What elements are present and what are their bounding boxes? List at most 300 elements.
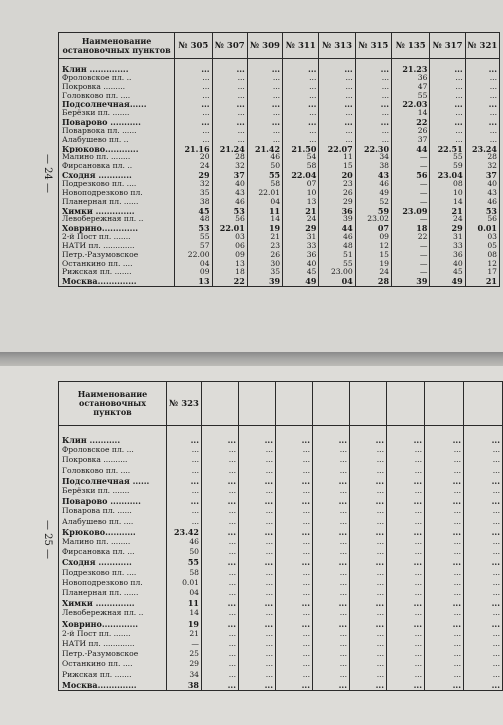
time-cell: ... — [175, 136, 212, 145]
time-cell: 46 — [319, 233, 355, 242]
time-cell: 22.00 — [175, 251, 212, 260]
time-cell: ... — [202, 496, 239, 506]
time-cell: 21 — [430, 207, 465, 216]
time-cell: ... — [313, 455, 350, 465]
time-cell: 19 — [247, 224, 282, 233]
time-cell: 23 — [319, 180, 355, 189]
table-row — [59, 517, 503, 527]
station-column-header: Наименование остановочных пунктов — [59, 382, 167, 426]
time-cell: ... — [313, 670, 350, 680]
time-cell: ... — [239, 486, 276, 496]
time-cell: ... — [425, 486, 464, 496]
time-cell: 13 — [212, 260, 247, 269]
time-cell: ... — [202, 517, 239, 527]
time-cell: ... — [276, 455, 313, 465]
time-cell: ... — [212, 100, 247, 109]
time-cell: ... — [465, 100, 499, 109]
time-cell: 46 — [167, 537, 202, 547]
table-row — [59, 136, 500, 145]
time-cell: 38 — [355, 162, 391, 171]
station-name: Поварово ........... — [59, 496, 167, 506]
time-cell: ... — [276, 670, 313, 680]
time-cell: ... — [464, 496, 503, 506]
table-row — [59, 198, 500, 207]
time-cell: ... — [247, 118, 282, 127]
time-cell: ... — [167, 435, 202, 445]
time-cell: 25 — [167, 649, 202, 659]
table-row — [59, 224, 500, 233]
time-cell: ... — [387, 608, 425, 618]
time-cell: ... — [387, 537, 425, 547]
time-cell: 14 — [392, 109, 430, 118]
time-cell: ... — [350, 496, 387, 506]
time-cell: ... — [387, 496, 425, 506]
time-cell: ... — [239, 445, 276, 455]
time-cell: ... — [430, 83, 465, 92]
station-name: Ховрино............. — [59, 619, 167, 629]
time-cell: ... — [387, 629, 425, 639]
time-cell: 36 — [392, 74, 430, 83]
table-row — [59, 92, 500, 101]
time-cell: ... — [276, 466, 313, 476]
time-cell: ... — [283, 74, 319, 83]
time-cell: 23.02 — [355, 215, 391, 224]
time-cell: ... — [425, 659, 464, 669]
time-cell: 46 — [212, 198, 247, 207]
time-cell: ... — [313, 598, 350, 608]
time-cell: ... — [464, 537, 503, 547]
time-cell: ... — [283, 127, 319, 136]
time-cell: 54 — [283, 153, 319, 162]
station-name: Головково пл. .... — [59, 92, 175, 101]
table-row — [59, 466, 503, 476]
table-row — [59, 242, 500, 251]
table-row — [59, 506, 503, 516]
time-cell: 26 — [247, 251, 282, 260]
time-cell: ... — [464, 486, 503, 496]
time-cell: ... — [313, 588, 350, 598]
time-cell: 35 — [247, 268, 282, 277]
time-cell: ... — [313, 578, 350, 588]
train-number-header — [387, 382, 425, 426]
table-row — [59, 207, 500, 216]
time-cell: ... — [276, 680, 313, 691]
time-cell: 21.23 — [392, 65, 430, 74]
time-cell: ... — [202, 476, 239, 486]
time-cell: 09 — [355, 233, 391, 242]
time-cell: ... — [313, 496, 350, 506]
station-name: Алабушево пл. .. — [59, 136, 175, 145]
time-cell: ... — [355, 118, 391, 127]
train-number-header — [239, 382, 276, 426]
spacer-cell — [59, 426, 167, 436]
time-cell: ... — [202, 629, 239, 639]
time-cell: ... — [239, 598, 276, 608]
station-name: Клин ........... — [59, 435, 167, 445]
time-cell: 35 — [175, 189, 212, 198]
time-cell: 56 — [392, 171, 430, 180]
time-cell: ... — [350, 466, 387, 476]
time-cell: ... — [387, 506, 425, 516]
time-cell: 53 — [175, 224, 212, 233]
time-cell: ... — [167, 517, 202, 527]
time-cell: ... — [239, 476, 276, 486]
time-cell: ... — [167, 476, 202, 486]
time-cell: 58 — [167, 568, 202, 578]
time-cell: ... — [350, 435, 387, 445]
time-cell: 29 — [175, 171, 212, 180]
time-cell: ... — [202, 608, 239, 618]
spacer-cell — [350, 426, 387, 436]
time-cell: 04 — [319, 277, 355, 286]
time-cell: ... — [202, 568, 239, 578]
time-cell: ... — [247, 92, 282, 101]
timetable-body — [59, 426, 503, 691]
station-name: Подрезково пл. .... — [59, 568, 167, 578]
time-cell: 0.01 — [167, 578, 202, 588]
time-cell: ... — [464, 608, 503, 618]
time-cell: ... — [464, 568, 503, 578]
time-cell: 47 — [392, 83, 430, 92]
table-row — [59, 619, 503, 629]
time-cell: ... — [313, 659, 350, 669]
time-cell: 55 — [319, 260, 355, 269]
station-name: Сходня ............ — [59, 557, 167, 567]
station-name: Рижская пл. ....... — [59, 268, 175, 277]
time-cell: ... — [167, 496, 202, 506]
time-cell: ... — [239, 659, 276, 669]
time-cell: 21 — [247, 233, 282, 242]
time-cell: ... — [464, 629, 503, 639]
time-cell: 30 — [247, 260, 282, 269]
time-cell: ... — [464, 649, 503, 659]
time-cell: 28 — [355, 277, 391, 286]
table-row — [59, 153, 500, 162]
time-cell: ... — [276, 486, 313, 496]
time-cell: 21 — [283, 207, 319, 216]
time-cell: 55 — [247, 171, 282, 180]
station-name: Поварвока пл. ...... — [59, 127, 175, 136]
time-cell: ... — [175, 109, 212, 118]
time-cell: 33 — [430, 242, 465, 251]
table-row — [59, 171, 500, 180]
time-cell: 22.51 — [430, 145, 465, 154]
time-cell: ... — [425, 517, 464, 527]
time-cell: ... — [175, 92, 212, 101]
time-cell: ... — [425, 527, 464, 537]
time-cell: ... — [239, 547, 276, 557]
table-row — [59, 527, 503, 537]
station-name: НАТИ пл. ............. — [59, 242, 175, 251]
time-cell: 53 — [465, 207, 499, 216]
station-name: Химки .............. — [59, 207, 175, 216]
time-cell: ... — [350, 598, 387, 608]
time-cell: ... — [355, 100, 391, 109]
time-cell: ... — [464, 680, 503, 691]
table-row — [59, 547, 503, 557]
time-cell: ... — [239, 649, 276, 659]
time-cell: ... — [355, 74, 391, 83]
time-cell: ... — [387, 455, 425, 465]
time-cell: ... — [319, 100, 355, 109]
time-cell: ... — [425, 455, 464, 465]
time-cell: 34 — [167, 670, 202, 680]
time-cell: 22 — [392, 118, 430, 127]
time-cell: ... — [464, 598, 503, 608]
time-cell: ... — [387, 476, 425, 486]
station-name: Алабушево пл. .... — [59, 517, 167, 527]
time-cell: 40 — [465, 180, 499, 189]
time-cell: ... — [175, 100, 212, 109]
time-cell: — — [392, 189, 430, 198]
table-row — [59, 233, 500, 242]
time-cell: ... — [239, 619, 276, 629]
spacer-cell — [313, 426, 350, 436]
spacer-cell — [464, 426, 503, 436]
time-cell: ... — [387, 486, 425, 496]
time-cell: ... — [464, 466, 503, 476]
time-cell: ... — [464, 445, 503, 455]
time-cell: 15 — [319, 162, 355, 171]
time-cell: 22.03 — [392, 100, 430, 109]
time-cell: 50 — [247, 162, 282, 171]
time-cell: ... — [283, 65, 319, 74]
time-cell: 03 — [465, 233, 499, 242]
time-cell: ... — [350, 659, 387, 669]
time-cell: ... — [350, 506, 387, 516]
time-cell: ... — [464, 527, 503, 537]
time-cell: ... — [212, 83, 247, 92]
time-cell: ... — [239, 496, 276, 506]
time-cell: ... — [425, 557, 464, 567]
station-name: Левобережная пл. .. — [59, 215, 175, 224]
table-row — [59, 639, 503, 649]
time-cell: 14 — [247, 215, 282, 224]
time-cell: 14 — [430, 198, 465, 207]
time-cell: 19 — [167, 619, 202, 629]
spacer-cell — [387, 426, 425, 436]
time-cell: ... — [313, 649, 350, 659]
time-cell: 49 — [430, 277, 465, 286]
time-cell: ... — [465, 118, 499, 127]
time-cell: ... — [276, 496, 313, 506]
time-cell: ... — [464, 506, 503, 516]
time-cell: 28 — [465, 153, 499, 162]
time-cell: ... — [202, 466, 239, 476]
time-cell: ... — [350, 517, 387, 527]
time-cell: ... — [239, 588, 276, 598]
station-name: Останкино пл. .... — [59, 260, 175, 269]
time-cell: ... — [319, 118, 355, 127]
station-name: Подсолнечная ...... — [59, 476, 167, 486]
time-cell: 04 — [175, 260, 212, 269]
time-cell: — — [392, 180, 430, 189]
time-cell: ... — [313, 537, 350, 547]
table-row — [59, 649, 503, 659]
table-row — [59, 268, 500, 277]
time-cell: 22.30 — [355, 145, 391, 154]
time-cell: 22.07 — [319, 145, 355, 154]
time-cell: 48 — [319, 242, 355, 251]
table-row — [59, 476, 503, 486]
time-cell: ... — [319, 83, 355, 92]
time-cell: 21 — [465, 277, 499, 286]
time-cell: 44 — [392, 145, 430, 154]
station-name: Фирсановка пл. ... — [59, 547, 167, 557]
time-cell: ... — [276, 619, 313, 629]
time-cell: ... — [319, 65, 355, 74]
time-cell: ... — [464, 455, 503, 465]
time-cell: ... — [313, 557, 350, 567]
time-cell: ... — [464, 557, 503, 567]
time-cell: ... — [276, 639, 313, 649]
time-cell: ... — [425, 466, 464, 476]
time-cell: 04 — [167, 588, 202, 598]
time-cell: ... — [350, 537, 387, 547]
time-cell: 56 — [465, 215, 499, 224]
time-cell: 43 — [212, 189, 247, 198]
table-row — [59, 127, 500, 136]
time-cell: 09 — [212, 251, 247, 260]
time-cell: ... — [387, 435, 425, 445]
time-cell: 37 — [212, 171, 247, 180]
time-cell: ... — [355, 136, 391, 145]
time-cell: ... — [239, 670, 276, 680]
time-cell: ... — [425, 588, 464, 598]
time-cell: ... — [239, 680, 276, 691]
time-cell: ... — [239, 568, 276, 578]
time-cell: ... — [239, 435, 276, 445]
time-cell: 36 — [319, 207, 355, 216]
time-cell: — — [392, 260, 430, 269]
timetable-table — [58, 32, 500, 287]
table-row — [59, 455, 503, 465]
time-cell: ... — [350, 476, 387, 486]
time-cell: ... — [276, 476, 313, 486]
time-cell: ... — [387, 547, 425, 557]
time-cell: ... — [313, 466, 350, 476]
time-cell: 11 — [319, 153, 355, 162]
time-cell: ... — [465, 92, 499, 101]
spacer-cell — [167, 426, 202, 436]
time-cell: ... — [425, 445, 464, 455]
time-cell: ... — [425, 578, 464, 588]
time-cell: ... — [276, 557, 313, 567]
timetable-body — [59, 59, 500, 287]
time-cell: 13 — [283, 198, 319, 207]
time-cell: ... — [355, 65, 391, 74]
time-cell: 03 — [212, 233, 247, 242]
time-cell: — — [392, 268, 430, 277]
time-cell: ... — [425, 680, 464, 691]
time-cell: ... — [387, 527, 425, 537]
time-cell: ... — [387, 639, 425, 649]
time-cell: ... — [425, 547, 464, 557]
time-cell: 40 — [212, 180, 247, 189]
time-cell: ... — [350, 649, 387, 659]
time-cell: 21 — [167, 629, 202, 639]
time-cell: ... — [283, 118, 319, 127]
time-cell: ... — [350, 619, 387, 629]
time-cell: ... — [350, 568, 387, 578]
time-cell: 20 — [319, 171, 355, 180]
table-row — [59, 445, 503, 455]
table-row — [59, 100, 500, 109]
time-cell: ... — [355, 127, 391, 136]
station-name: Покровка .......... — [59, 455, 167, 465]
time-cell: ... — [276, 578, 313, 588]
station-name: Петр.-Разумовское — [59, 649, 167, 659]
train-number-header: № 321 — [465, 33, 499, 59]
time-cell: ... — [350, 588, 387, 598]
time-cell: ... — [202, 619, 239, 629]
time-cell: ... — [202, 598, 239, 608]
time-cell: 23.04 — [430, 171, 465, 180]
time-cell: ... — [239, 455, 276, 465]
time-cell: ... — [239, 608, 276, 618]
time-cell: 22 — [212, 277, 247, 286]
station-name: Фроловское пл. ... — [59, 445, 167, 455]
time-cell: ... — [425, 670, 464, 680]
time-cell: ... — [276, 629, 313, 639]
time-cell: 12 — [465, 260, 499, 269]
time-cell: ... — [425, 568, 464, 578]
time-cell: 43 — [355, 171, 391, 180]
time-cell: ... — [464, 435, 503, 445]
train-number-header: № 307 — [212, 33, 247, 59]
station-name: Клин .............. — [59, 65, 175, 74]
time-cell: ... — [283, 83, 319, 92]
time-cell: ... — [212, 127, 247, 136]
time-cell: ... — [355, 109, 391, 118]
time-cell: ... — [387, 578, 425, 588]
time-cell: ... — [212, 65, 247, 74]
time-cell: 24 — [430, 215, 465, 224]
time-cell: ... — [167, 506, 202, 516]
time-cell: ... — [276, 568, 313, 578]
time-cell: 19 — [355, 260, 391, 269]
page-number: — 25 — — [42, 519, 54, 560]
time-cell: ... — [276, 445, 313, 455]
time-cell: 56 — [212, 215, 247, 224]
time-cell: 38 — [175, 198, 212, 207]
time-cell: 34 — [355, 153, 391, 162]
time-cell: ... — [425, 506, 464, 516]
time-cell: ... — [350, 670, 387, 680]
time-cell: ... — [465, 127, 499, 136]
station-name: Малино пл. ........ — [59, 537, 167, 547]
time-cell: 26 — [319, 189, 355, 198]
time-cell: ... — [313, 506, 350, 516]
time-cell: ... — [387, 680, 425, 691]
station-name: Москва.............. — [59, 277, 175, 286]
time-cell: ... — [313, 476, 350, 486]
time-cell: ... — [425, 435, 464, 445]
time-cell: ... — [239, 557, 276, 567]
table-row — [59, 496, 503, 506]
time-cell: ... — [212, 136, 247, 145]
time-cell: 21.16 — [175, 145, 212, 154]
time-cell: 10 — [430, 189, 465, 198]
time-cell: ... — [202, 506, 239, 516]
time-cell: — — [392, 198, 430, 207]
time-cell: — — [392, 153, 430, 162]
table-row — [59, 486, 503, 496]
time-cell: ... — [430, 74, 465, 83]
time-cell: ... — [350, 455, 387, 465]
time-cell: ... — [283, 100, 319, 109]
train-number-header — [464, 382, 503, 426]
